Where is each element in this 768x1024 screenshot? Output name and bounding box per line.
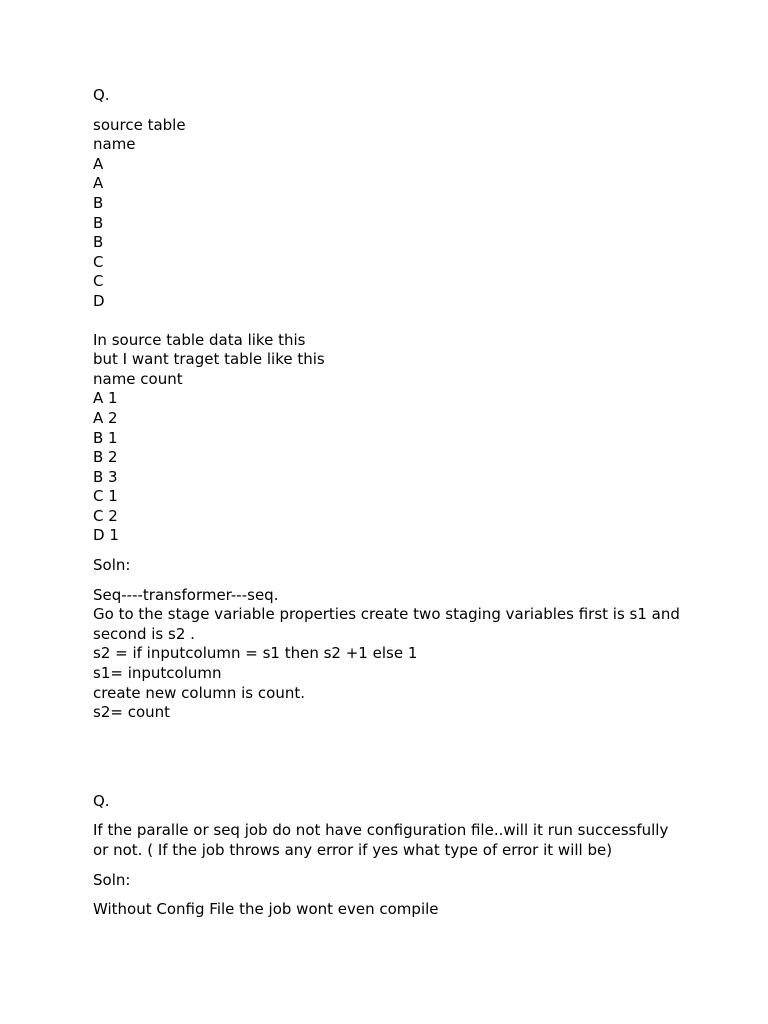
source-line: B: [93, 193, 104, 212]
target-line: D 1: [93, 526, 119, 545]
source-line: source table: [93, 115, 186, 134]
target-line: B 1: [93, 428, 118, 447]
target-line: name count: [93, 369, 183, 388]
spacer: [93, 312, 683, 331]
spacer: [93, 890, 683, 900]
target-line: B 2: [93, 448, 118, 467]
target-line: B 3: [93, 467, 118, 486]
source-line: B: [93, 213, 104, 232]
spacer: [93, 723, 683, 792]
solution-line: create new column is count.: [93, 683, 305, 702]
source-line: C: [93, 252, 104, 271]
target-table-block: [93, 331, 683, 547]
target-line: A 1: [93, 389, 118, 408]
target-line: but I want traget table like this: [93, 350, 325, 369]
solution-line: Go to the stage variable properties create two staging variables first is s1 and second is s2 .: [93, 605, 685, 643]
spacer: [93, 546, 683, 556]
target-line: C 2: [93, 506, 118, 525]
source-table-block: [93, 116, 683, 312]
question-2-label: Q.: [93, 791, 110, 810]
spacer: [93, 576, 683, 586]
source-line: B: [93, 233, 104, 252]
spacer: [93, 861, 683, 871]
target-line: A 2: [93, 408, 118, 427]
target-line: In source table data like this: [93, 330, 306, 349]
spacer: [93, 811, 683, 821]
solution-1-label: Soln:: [93, 556, 131, 575]
source-line: A: [93, 174, 104, 193]
solution-1-block: [93, 586, 683, 723]
spacer: [93, 106, 683, 116]
source-line: name: [93, 135, 136, 154]
solution-line: s2= count: [93, 703, 171, 722]
question-1-label: Q.: [93, 86, 110, 104]
solution-line: s1= inputcolumn: [93, 664, 222, 683]
document-body: [93, 86, 683, 920]
source-line: D: [93, 291, 105, 310]
solution-2-label: Soln:: [93, 870, 131, 889]
solution-line: s2 = if inputcolumn = s1 then s2 +1 else 1: [93, 644, 418, 663]
source-line: C: [93, 272, 104, 291]
question-2-text: If the paralle or seq job do not have configuration file..will it run successfully or not. ( If the job throws any error if yes what type of error it will be): [93, 821, 669, 859]
target-line: C 1: [93, 487, 118, 506]
solution-2-answer: Without Config File the job wont even compile: [93, 900, 439, 919]
source-line: A: [93, 154, 104, 173]
solution-line: Seq----transformer---seq.: [93, 585, 279, 604]
